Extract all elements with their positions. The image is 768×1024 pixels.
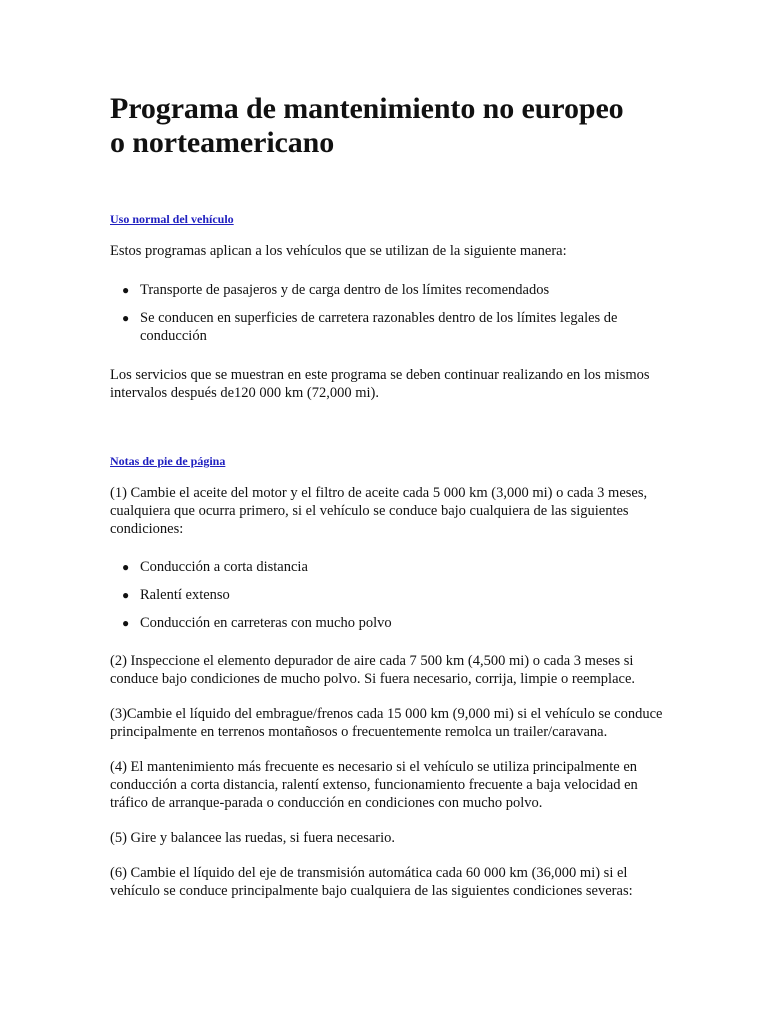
list-item-text: Transporte de pasajeros y de carga dentro de los límites recomendados	[140, 282, 550, 298]
list-item-text: Ralentí extenso	[140, 587, 230, 603]
bullet-icon: ●	[122, 616, 130, 630]
section-link-notas[interactable]: Notas de pie de página	[110, 454, 226, 468]
footnote-4: (4) El mantenimiento más frecuente es necesario si el vehículo se utiliza principalmente en conducción a corta distancia, ralentí extenso, funcionamiento frecuente a baja velocidad en tráfico de arranque-parada o conducción en condiciones con mucho polvo.	[110, 759, 638, 811]
footnote-1: (1) Cambie el aceite del motor y el filtro de aceite cada 5 000 km (3,000 mi) o cada 3 meses, cualquiera que ocurra primero, si el vehículo se conduce bajo cualquiera de las siguientes condiciones:	[110, 485, 648, 537]
list-item	[122, 281, 668, 299]
footnote-5: (5) Gire y balancee las ruedas, si fuera necesario.	[110, 830, 396, 846]
section1-closing: Los servicios que se muestran en este programa se deben continuar realizando en los mismos intervalos después de120 000 km (72,000 mi).	[110, 367, 650, 401]
list-item-text: Se conducen en superficies de carretera razonables dentro de los límites legales de conducción	[140, 310, 618, 344]
list-item	[122, 309, 668, 345]
list-item-text: Conducción en carreteras con mucho polvo	[140, 615, 392, 631]
list-item-text: Conducción a corta distancia	[140, 559, 308, 575]
footnote1-bullet-list	[110, 558, 668, 632]
page-title	[110, 92, 668, 160]
section1-intro: Estos programas aplican a los vehículos que se utilizan de la siguiente manera:	[110, 243, 567, 259]
footnote-2: (2) Inspeccione el elemento depurador de aire cada 7 500 km (4,500 mi) o cada 3 meses si conduce bajo condiciones de mucho polvo. Si fuera necesario, corrija, limpie o reemplace.	[110, 653, 636, 687]
bullet-icon: ●	[122, 283, 130, 297]
footnote-6: (6) Cambie el líquido del eje de transmisión automática cada 60 000 km (36,000 mi) si el vehículo se conduce principalmente bajo cualquiera de las siguientes condiciones severas:	[110, 865, 633, 899]
section1-bullet-list	[110, 281, 668, 345]
section-link-uso-normal[interactable]: Uso normal del vehículo	[110, 212, 234, 226]
list-item	[122, 586, 668, 604]
bullet-icon: ●	[122, 311, 130, 325]
list-item	[122, 558, 668, 576]
footnote-3: (3)Cambie el líquido del embrague/frenos cada 15 000 km (9,000 mi) si el vehículo se conduce principalmente en terrenos montañosos o frecuentemente remolca un trailer/caravana.	[110, 706, 663, 740]
bullet-icon: ●	[122, 588, 130, 602]
bullet-icon: ●	[122, 560, 130, 574]
page-title-line-1: Programa de mantenimiento no europeo	[110, 92, 624, 125]
list-item	[122, 614, 668, 632]
page-title-line-2: o norteamericano	[110, 126, 335, 159]
